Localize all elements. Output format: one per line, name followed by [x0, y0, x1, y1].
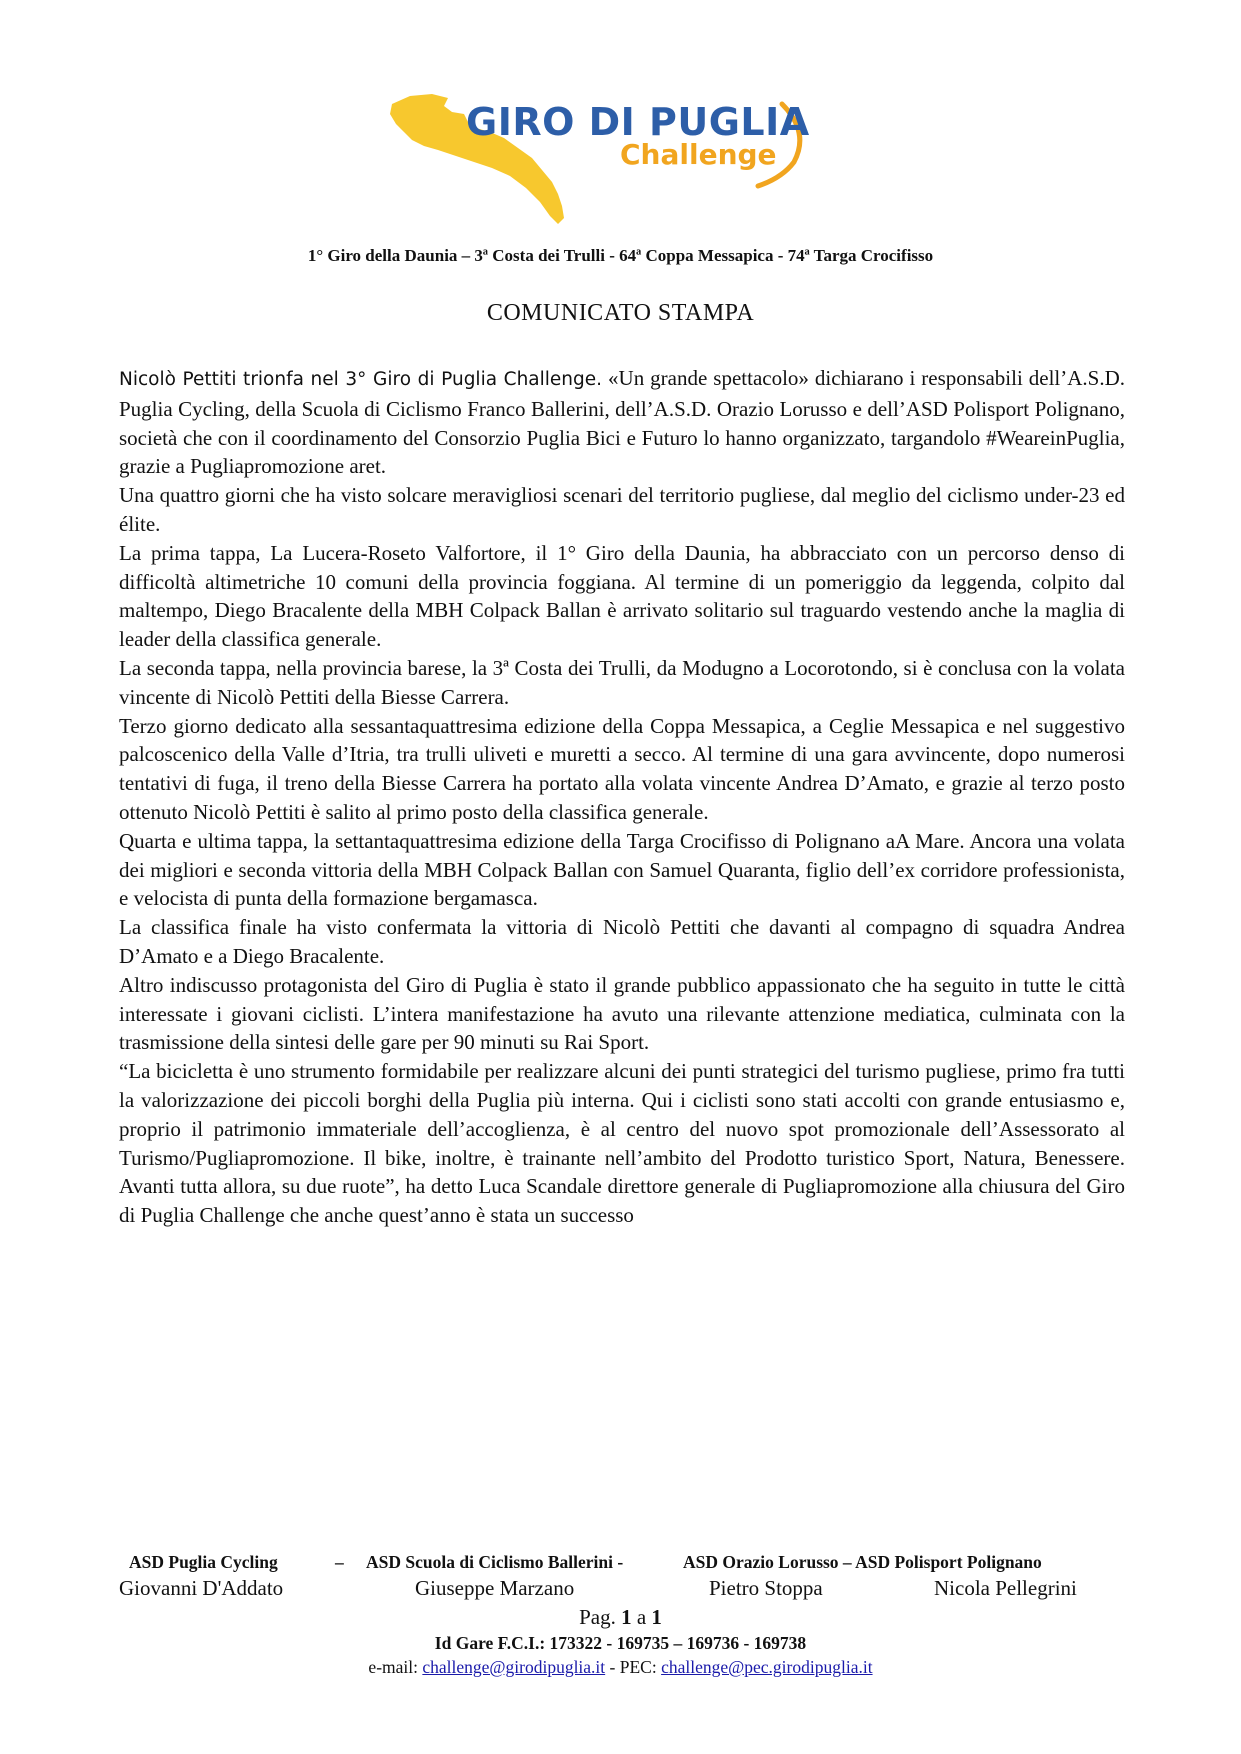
paragraph-7: La classifica finale ha visto confermata la vittoria di Nicolò Pettiti che davanti al compagno di squadra Andrea D’Amato e a Diego Bracalente.: [119, 915, 1125, 968]
document-title: COMUNICATO STAMPA: [486, 300, 755, 326]
paragraph-2: Una quattro giorni che ha visto solcare meravigliosi scenari del territorio pugliese, dal meglio del ciclismo under-23 ed élite.: [119, 483, 1125, 536]
pec-label: - PEC:: [609, 1657, 657, 1677]
footer-org-puglia-cycling: ASD Puglia Cycling: [129, 1552, 278, 1572]
paragraph-1: [119, 364, 1125, 481]
email-label: e-mail:: [368, 1657, 418, 1677]
paragraph-6: Quarta e ultima tappa, la settantaquattresima edizione della Targa Crocifisso di Polignano aA Mare. Ancora una volata dei migliori e seconda vittoria della MBH Colpack Ballan con Samuel Quaranta, figlio dell’ex corridore professionista, e velocista di punta della formazione bergamasca.: [119, 828, 1125, 911]
paragraph-9: “La bicicletta è uno strumento formidabile per realizzare alcuni dei punti strategici del turismo pugliese, primo fra tutti la valorizzazione dei piccoli borghi della Puglia più interna. Qui i ciclisti sono stati accolti con grande entusiasmo e, proprio il patrimonio immateriale dell’accoglienza, è al centro del nuovo spot promozionale dell’Assessorato al Turismo/Pugliapromozione. Il bike, inoltre, è trainante nell’ambito del Prodotto turistico Sport, Natura, Benessere. Avanti tutta allora, su due ruote”, ha detto Luca Scandale direttore generale di Pugliapromozione alla chiusura del Giro di Puglia Challenge che anche quest’anno è stata un successo: [119, 1059, 1125, 1228]
paragraph-8: Altro indiscusso protagonista del Giro di Puglia è stato il grande pubblico appassionato che ha seguito in tutte le città interessate i giovani ciclisti. L’intera manifestazione ha avuto una rilevante attenzione mediatica, culminata con la trasmissione della sintesi delle gare per 90 minuti su Rai Sport.: [119, 972, 1125, 1055]
footer-person-3: Pietro Stoppa: [709, 1576, 823, 1600]
giro-di-puglia-logo: [386, 92, 856, 242]
page-separator: a: [636, 1605, 647, 1629]
footer-person-4: Nicola Pellegrini: [934, 1576, 1077, 1600]
paragraph-3: La prima tappa, La Lucera-Roseto Valfortore, il 1° Giro della Daunia, ha abbracciato con un percorso denso di difficoltà altimetriche 10 comuni della provincia foggiana. Al termine di un pomeriggio da leggenda, colpito dal maltempo, Diego Bracalente della MBH Colpack Ballan è arrivato solitario sul traguardo vestendo anche la maglia di leader della classifica generale.: [119, 540, 1125, 652]
footer-person-1: Giovanni D'Addato: [119, 1576, 284, 1600]
page-number: [0, 1605, 1241, 1630]
pec-link[interactable]: challenge@pec.girodipuglia.it: [661, 1657, 873, 1677]
paragraph-5: Terzo giorno dedicato alla sessantaquattresima edizione della Coppa Messapica, a Ceglie Messapica e nel suggestivo palcoscenico della Valle d’Itria, tra trulli uliveti e muretti a secco. Al termine di una gara avvincente, dopo numerosi tentativi di fuga, il treno della Biesse Carrera ha portato alla volata vincente Andrea D’Amato, e grazie al terzo posto ottenuto Nicolò Pettiti è salito al primo posto della classifica generale.: [119, 713, 1125, 824]
fci-race-ids: Id Gare F.C.I.: 173322 - 169735 – 169736 - 169738: [434, 1633, 807, 1653]
page-prefix: Pag.: [579, 1605, 616, 1629]
lead-sentence: Nicolò Pettiti trionfa nel 3° Giro di Puglia Challenge.: [119, 369, 603, 390]
email-link[interactable]: challenge@girodipuglia.it: [422, 1657, 606, 1677]
press-release-body: [119, 364, 1125, 1230]
page-current: 1: [621, 1605, 632, 1629]
page-total: 1: [651, 1605, 662, 1629]
logo-subtitle: Challenge: [620, 138, 777, 171]
footer-org-lorusso-polignano: ASD Orazio Lorusso – ASD Polisport Polignano: [683, 1552, 1042, 1572]
logo-title: GIRO DI PUGLIA: [466, 100, 810, 144]
footer-separator: –: [335, 1552, 344, 1572]
footer-contacts: [0, 1657, 1241, 1678]
race-list-heading: 1° Giro della Daunia – 3ª Costa dei Trulli - 64ª Coppa Messapica - 74ª Targa Crocifisso: [307, 246, 934, 265]
paragraph-4: La seconda tappa, nella provincia barese, la 3ª Costa dei Trulli, da Modugno a Locorotondo, si è conclusa con la volata vincente di Nicolò Pettiti della Biesse Carrera.: [119, 655, 1125, 709]
footer-person-2: Giuseppe Marzano: [415, 1576, 575, 1600]
paragraph-1-rest: «Un grande spettacolo» dichiarano i responsabili dell’A.S.D. Puglia Cycling, della Scuola di Ciclismo Franco Ballerini, dell’A.S.D. Orazio Lorusso e dell’ASD Polisport Polignano, società che con il coordinamento del Consorzio Puglia Bici e Futuro lo hanno organizzato, targandolo #WeareinPuglia, grazie a Pugliapromozione aret.: [119, 366, 1126, 479]
footer-org-scuola-ballerini: ASD Scuola di Ciclismo Ballerini -: [366, 1552, 624, 1572]
